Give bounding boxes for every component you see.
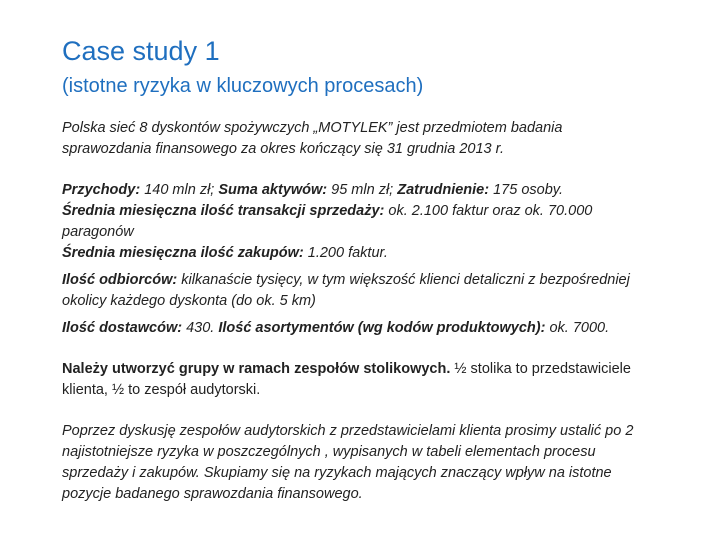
intro-paragraph bbox=[62, 118, 702, 160]
intro-line: Polska sieć 8 dyskontów spożywczych „MOTYLEK” jest przedmiotem badania bbox=[62, 120, 563, 136]
task-line: sprzedaży i zakupów. Skupiamy się na ryzykach mających znaczący wpływ na istotne bbox=[62, 465, 612, 481]
revenue-label: Przychody: bbox=[62, 182, 141, 198]
suppliers-paragraph bbox=[62, 318, 702, 339]
customers-label: Ilość odbiorców: bbox=[62, 272, 178, 288]
sku-label: Ilość asortymentów (wg kodów produktowych): bbox=[218, 320, 546, 336]
task-paragraph bbox=[62, 421, 702, 505]
customers-paragraph bbox=[62, 270, 702, 312]
groups-line: klienta, ½ to zespół audytorski. bbox=[62, 382, 261, 398]
purchases-label: Średnia miesięczna ilość zakupów: bbox=[62, 245, 304, 261]
facts-line: paragonów bbox=[62, 224, 134, 240]
sku-value: ok. 7000. bbox=[545, 320, 610, 336]
intro-line: sprawozdania finansowego za okres kończący się 31 grudnia 2013 r. bbox=[62, 141, 504, 157]
task-line: Poprzez dyskusję zespołów audytorskich z przedstawicielami klienta prosimy ustalić po 2 bbox=[62, 423, 634, 439]
revenue-value: 140 mln zł; bbox=[140, 182, 219, 198]
groups-line bbox=[62, 359, 702, 380]
facts-paragraph bbox=[62, 180, 702, 264]
slide-subtitle: (istotne ryzyka w kluczowych procesach) bbox=[62, 75, 424, 97]
groups-bold: Należy utworzyć grupy w ramach zespołów stolikowych. bbox=[62, 361, 451, 377]
sales-tx-label: Średnia miesięczna ilość transakcji sprzedaży: bbox=[62, 203, 385, 219]
facts-line bbox=[62, 180, 702, 201]
task-line: pozycje badanego sprawozdania finansowego. bbox=[62, 486, 363, 502]
assets-label: Suma aktywów: bbox=[218, 182, 328, 198]
facts-line bbox=[62, 201, 702, 222]
customers-line: okolicy każdego dyskonta (do ok. 5 km) bbox=[62, 293, 316, 309]
customers-value: kilkanaście tysięcy, w tym większość klienci detaliczni z bezpośredniej bbox=[177, 272, 630, 288]
purchases-value: 1.200 faktur. bbox=[303, 245, 388, 261]
slide-title: Case study 1 bbox=[62, 36, 220, 66]
suppliers-line bbox=[62, 318, 702, 339]
employment-value: 175 osoby. bbox=[489, 182, 563, 198]
suppliers-label: Ilość dostawców: bbox=[62, 320, 183, 336]
customers-line bbox=[62, 270, 702, 291]
groups-rest: ½ stolika to przedstawiciele bbox=[450, 361, 631, 377]
suppliers-value: 430. bbox=[182, 320, 219, 336]
sales-tx-value: ok. 2.100 faktur oraz ok. 70.000 bbox=[384, 203, 593, 219]
facts-line bbox=[62, 243, 702, 264]
task-line: najistotniejsze ryzyka w poszczególnych , wypisanych w tabeli elementach procesu bbox=[62, 444, 596, 460]
groups-paragraph bbox=[62, 359, 702, 401]
employment-label: Zatrudnienie: bbox=[397, 182, 490, 198]
assets-value: 95 mln zł; bbox=[327, 182, 398, 198]
